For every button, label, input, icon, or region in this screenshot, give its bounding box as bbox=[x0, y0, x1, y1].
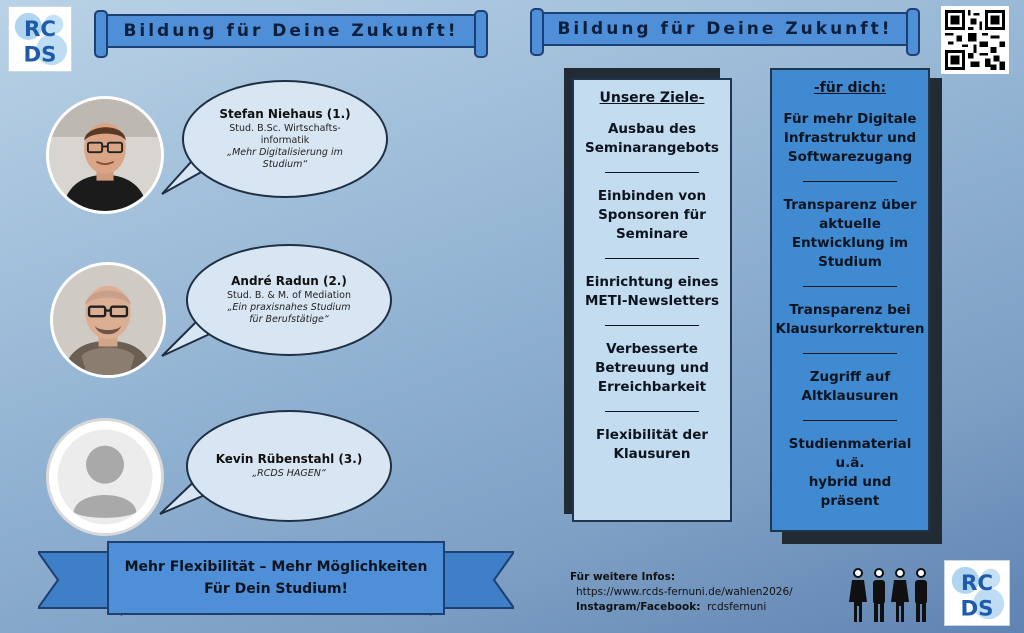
info-heading: Für weitere Infos: bbox=[570, 571, 676, 583]
goal-item-3: Einrichtung eines METI-Newsletters bbox=[585, 274, 719, 309]
divider bbox=[803, 286, 897, 287]
for-you-item-4: Zugriff auf Altklausuren bbox=[801, 369, 899, 404]
divider bbox=[803, 353, 897, 354]
for-you-item-3: Transparenz bei Klausurkorrekturen bbox=[775, 302, 925, 337]
for-you-item-2: Transparenz über aktuelle Entwicklung im Studium bbox=[783, 197, 917, 270]
candidate-1-name: Stefan Niehaus (1.) bbox=[219, 107, 351, 121]
candidate-2-study-line1: Stud. B. & M. of Mediation bbox=[227, 290, 351, 301]
candidate-2-photo bbox=[50, 262, 166, 378]
people-group-icon bbox=[848, 566, 932, 624]
left-banner bbox=[102, 14, 480, 48]
candidate-1-quote-line2: Studium“ bbox=[262, 159, 308, 170]
right-banner bbox=[538, 12, 912, 46]
for-you-item-1: Für mehr Digitale Infrastruktur und Softwarezugang bbox=[783, 111, 917, 165]
divider bbox=[605, 411, 699, 412]
candidate-1-study-line2: informatik bbox=[260, 135, 310, 146]
slogan-text bbox=[108, 544, 444, 612]
logo-text-bottom: DS bbox=[960, 596, 994, 622]
goal-item-4: Verbesserte Betreuung und Erreichbarkeit bbox=[595, 341, 709, 395]
rcds-logo-icon bbox=[8, 6, 72, 72]
candidate-3-name: Kevin Rübenstahl (3.) bbox=[215, 452, 363, 466]
goal-item-2: Einbinden von Sponsoren für Seminare bbox=[597, 188, 707, 242]
candidate-1-study-line1: Stud. B.Sc. Wirtschafts- bbox=[229, 123, 341, 134]
logo-text-bottom: DS bbox=[23, 42, 57, 68]
divider bbox=[605, 325, 699, 326]
for-you-item-5: Studienmaterial u.ä. hybrid und präsent bbox=[788, 436, 912, 509]
candidate-2-name: André Radun (2.) bbox=[231, 274, 347, 288]
right-banner-title: Bildung für Deine Zukunft! bbox=[557, 19, 893, 39]
divider bbox=[803, 420, 897, 421]
candidate-3-bubble bbox=[186, 410, 392, 522]
candidate-2-quote-line2: für Berufstätige“ bbox=[249, 314, 329, 325]
slogan-ribbon bbox=[38, 538, 514, 622]
candidate-1-quote-line1: „Mehr Digitalisierung im bbox=[227, 147, 343, 158]
left-banner-title: Bildung für Deine Zukunft! bbox=[123, 21, 459, 41]
divider bbox=[605, 258, 699, 259]
goals-panel-title: Unsere Ziele- bbox=[599, 90, 705, 106]
candidate-3-quote-line1: „RCDS HAGEN“ bbox=[252, 468, 326, 479]
info-social-label: Instagram/Facebook: bbox=[576, 601, 701, 613]
candidate-1-photo bbox=[46, 96, 164, 214]
qr-code-icon[interactable] bbox=[941, 6, 1009, 74]
goals-panel bbox=[572, 78, 732, 522]
rcds-logo-icon bbox=[944, 560, 1010, 626]
logo-text-top: RC bbox=[960, 571, 994, 597]
for-you-panel-title: -für dich: bbox=[813, 80, 887, 96]
info-block bbox=[570, 570, 793, 615]
default-avatar-icon bbox=[46, 418, 164, 536]
divider bbox=[803, 181, 897, 182]
slogan-line-1: Mehr Flexibilität – Mehr Möglichkeiten bbox=[124, 559, 428, 575]
candidate-2-quote-line1: „Ein praxisnahes Studium bbox=[227, 302, 351, 313]
for-you-panel bbox=[770, 68, 930, 532]
candidate-1-bubble bbox=[182, 80, 388, 198]
logo-text-top: RC bbox=[23, 17, 57, 43]
info-url-link[interactable]: https://www.rcds-fernuni.de/wahlen2026/ bbox=[576, 586, 793, 598]
goal-item-5: Flexibilität der Klausuren bbox=[595, 427, 709, 462]
slogan-line-2: Für Dein Studium! bbox=[204, 581, 348, 597]
candidate-2-bubble bbox=[186, 244, 392, 356]
info-social-handle[interactable]: rcdsfernuni bbox=[707, 601, 767, 613]
goal-item-1: Ausbau des Seminarangebots bbox=[585, 121, 719, 156]
divider bbox=[605, 172, 699, 173]
